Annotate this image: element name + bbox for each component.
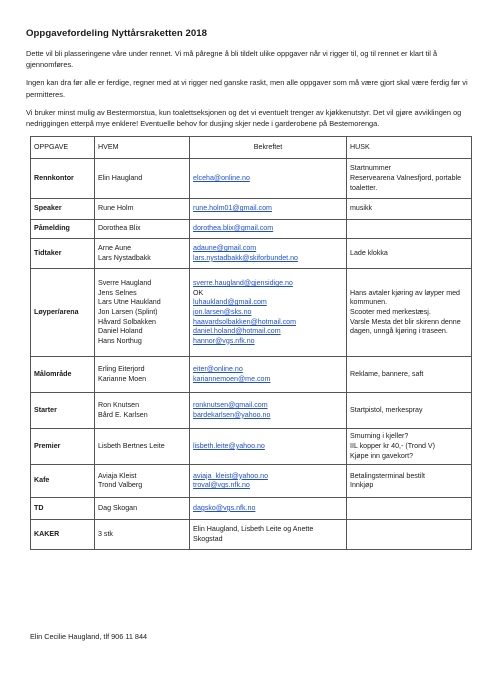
remember-note: Kjøpe inn gavekort? [350,451,414,460]
intro-paragraph-3: Vi bruker minst mulig av Bestermorstua, kun toalettseksjonen og det vi eventuelt trenger av kjøkkenutstyr. Det vil gjøre avviklingen og nedriggingen etterpå mye enklere! Eventuelle behov for dusjing skjer nede i garderobene på Bestemorenga. [26,107,462,129]
remember-note: Varsle Mesta det blir skirenn denne dagen, unngå kjøring i traseen. [350,317,461,336]
email-link[interactable]: eiter@online.no [193,365,243,374]
confirmed-cell [190,357,347,393]
email-link[interactable]: adaune@gmail.com [193,244,257,253]
person-name: Lisbeth Bertnes Leite [98,441,165,450]
task-cell: KAKER [31,520,95,550]
confirmed-cell [190,269,347,357]
confirmed-cell [190,239,347,269]
remember-cell [347,199,472,220]
who-cell [95,498,190,520]
email-link[interactable]: kariannemoen@me.com [193,374,271,383]
table-row [31,269,472,357]
email-link[interactable]: dorothea.blix@gmail.com [193,224,274,233]
person-name: Håvard Solbakken [98,317,156,326]
email-link[interactable]: luhaukland@gmail.com [193,298,267,307]
who-cell [95,393,190,429]
person-name: Ron Knutsen [98,401,140,410]
remember-cell [347,429,472,465]
remember-cell [347,159,472,199]
task-cell: Premier [31,429,95,465]
person-name: Karianne Moen [98,374,147,383]
who-cell [95,220,190,239]
confirmed-cell [190,199,347,220]
person-name: Daniel Holand [98,327,143,336]
who-cell [95,520,190,550]
document-title: Oppgavefordeling Nyttårsraketten 2018 [26,28,207,39]
confirmed-text: Elin Haugland, Lisbeth Leite og Anette Skogstad [193,525,314,543]
remember-cell [347,357,472,393]
person-name: Dorothea Blix [98,224,141,233]
task-cell: Speaker [31,199,95,220]
remember-cell [347,498,472,520]
person-name: Dag Skogan [98,503,138,512]
table-row [31,357,472,393]
header-husk: HUSK [347,137,472,159]
task-cell: Starter [31,393,95,429]
remember-note: Hans avtaler kjøring av løyper med kommunen. [350,288,460,307]
table-row [31,520,472,550]
task-cell: Målområde [31,357,95,393]
confirmed-cell [190,465,347,498]
person-name: Trond Valberg [98,481,143,490]
email-link[interactable]: daniel.holand@hotmail.com [193,327,281,336]
person-name: Elin Haugland [98,173,143,182]
person-name: Arne Aune [98,244,132,253]
table-row [31,429,472,465]
person-name: Aviaja Kleist [98,471,137,480]
remember-note: Smurning i kjeller? [350,432,409,441]
person-name: Lars Utne Haukland [98,298,161,307]
email-link[interactable]: jon.larsen@sks.no [193,307,252,316]
header-oppgave: OPPGAVE [31,137,95,159]
remember-cell [347,269,472,357]
remember-note: Betalingsterminal bestilt [350,471,425,480]
table-row [31,220,472,239]
confirmed-cell [190,520,347,550]
table-row [31,465,472,498]
table-row [31,393,472,429]
intro-paragraph-2: Ingen kan dra før alle er ferdige, regner med at vi rigger ned ganske raskt, men alle oppgaver som må være gjort skal være ferdig før vi permitteres. [26,78,468,99]
confirmed-cell [190,220,347,239]
remember-note: Reklame, bannere, saft [350,369,424,378]
person-name: Jens Selnes [98,288,137,297]
table-row [31,159,472,199]
confirmed-cell [190,429,347,465]
remember-note: Reservearena Valnesfjord, portable toaletter. [350,173,462,192]
table-body [31,159,472,550]
who-cell [95,269,190,357]
task-cell: TD [31,498,95,520]
remember-note: Startpistol, merkespray [350,405,423,414]
who-cell [95,199,190,220]
person-name: 3 stk [98,529,113,538]
confirmed-cell [190,393,347,429]
email-link[interactable]: troval@vgs.nfk.no [193,481,250,490]
task-cell: Rennkontor [31,159,95,199]
email-link[interactable]: elceha@online.no [193,173,250,182]
remember-note: Lade klokka [350,248,388,257]
email-link[interactable]: lisbeth.leite@yahoo.no [193,441,265,450]
task-cell: Tidtaker [31,239,95,269]
remember-note: Startnummer [350,164,391,173]
footer-contact: Elin Cecilie Haugland, tlf 906 11 844 [30,632,148,641]
remember-cell [347,465,472,498]
email-link[interactable]: haavardsolbakken@hotmail.com [193,317,297,326]
remember-cell [347,520,472,550]
email-link[interactable]: rune.holm01@gmail.com [193,204,272,213]
task-cell: Påmelding [31,220,95,239]
remember-note: IIL kopper kr 40,- (Trond V) [350,441,436,450]
person-name: Erling Eiterjord [98,365,145,374]
person-name: Rune Holm [98,204,134,213]
header-hvem: HVEM [95,137,190,159]
header-bekreftet: Bekreftet [190,137,347,159]
confirmed-cell [190,159,347,199]
task-cell: Kafe [31,465,95,498]
table-row [31,498,472,520]
email-link[interactable]: bardekarlsen@yahoo.no [193,410,271,419]
email-link[interactable]: ronknutsen@gmail.com [193,401,268,410]
task-cell: Løyper/arena [31,269,95,357]
intro-paragraph-1: Dette vil bli plasseringene våre under rennet. Vi må påregne å bli tildelt ulike oppgaver når vi rigger til, og til rennet er klart til å gjennomføres. [26,49,438,70]
email-link[interactable]: sverre.haugland@gjensidige.no [193,279,293,288]
task-table [30,136,472,550]
remember-cell [347,393,472,429]
confirmed-text: OK [193,288,204,297]
remember-note: Scooter med merkestæsj. [350,307,431,316]
remember-cell [347,239,472,269]
table-header-row [31,137,472,159]
table-row [31,239,472,269]
person-name: Bård E. Karlsen [98,410,148,419]
who-cell [95,357,190,393]
who-cell [95,429,190,465]
table-row [31,199,472,220]
who-cell [95,239,190,269]
email-link[interactable]: hannor@vgs.nfk.no [193,336,255,345]
who-cell [95,159,190,199]
remember-note: Innkjøp [350,481,374,490]
person-name: Sverre Haugland [98,279,152,288]
person-name: Hans Northug [98,336,142,345]
email-link[interactable]: dagsko@vgs.nfk.no [193,503,256,512]
email-link[interactable]: lars.nystadbakk@skiforbundet.no [193,253,298,262]
person-name: Jon Larsen (Splint) [98,307,158,316]
remember-note: musikk [350,204,373,213]
person-name: Lars Nystadbakk [98,253,151,262]
email-link[interactable]: aviaja_kleist@yahoo.no [193,471,269,480]
confirmed-cell [190,498,347,520]
remember-cell [347,220,472,239]
who-cell [95,465,190,498]
